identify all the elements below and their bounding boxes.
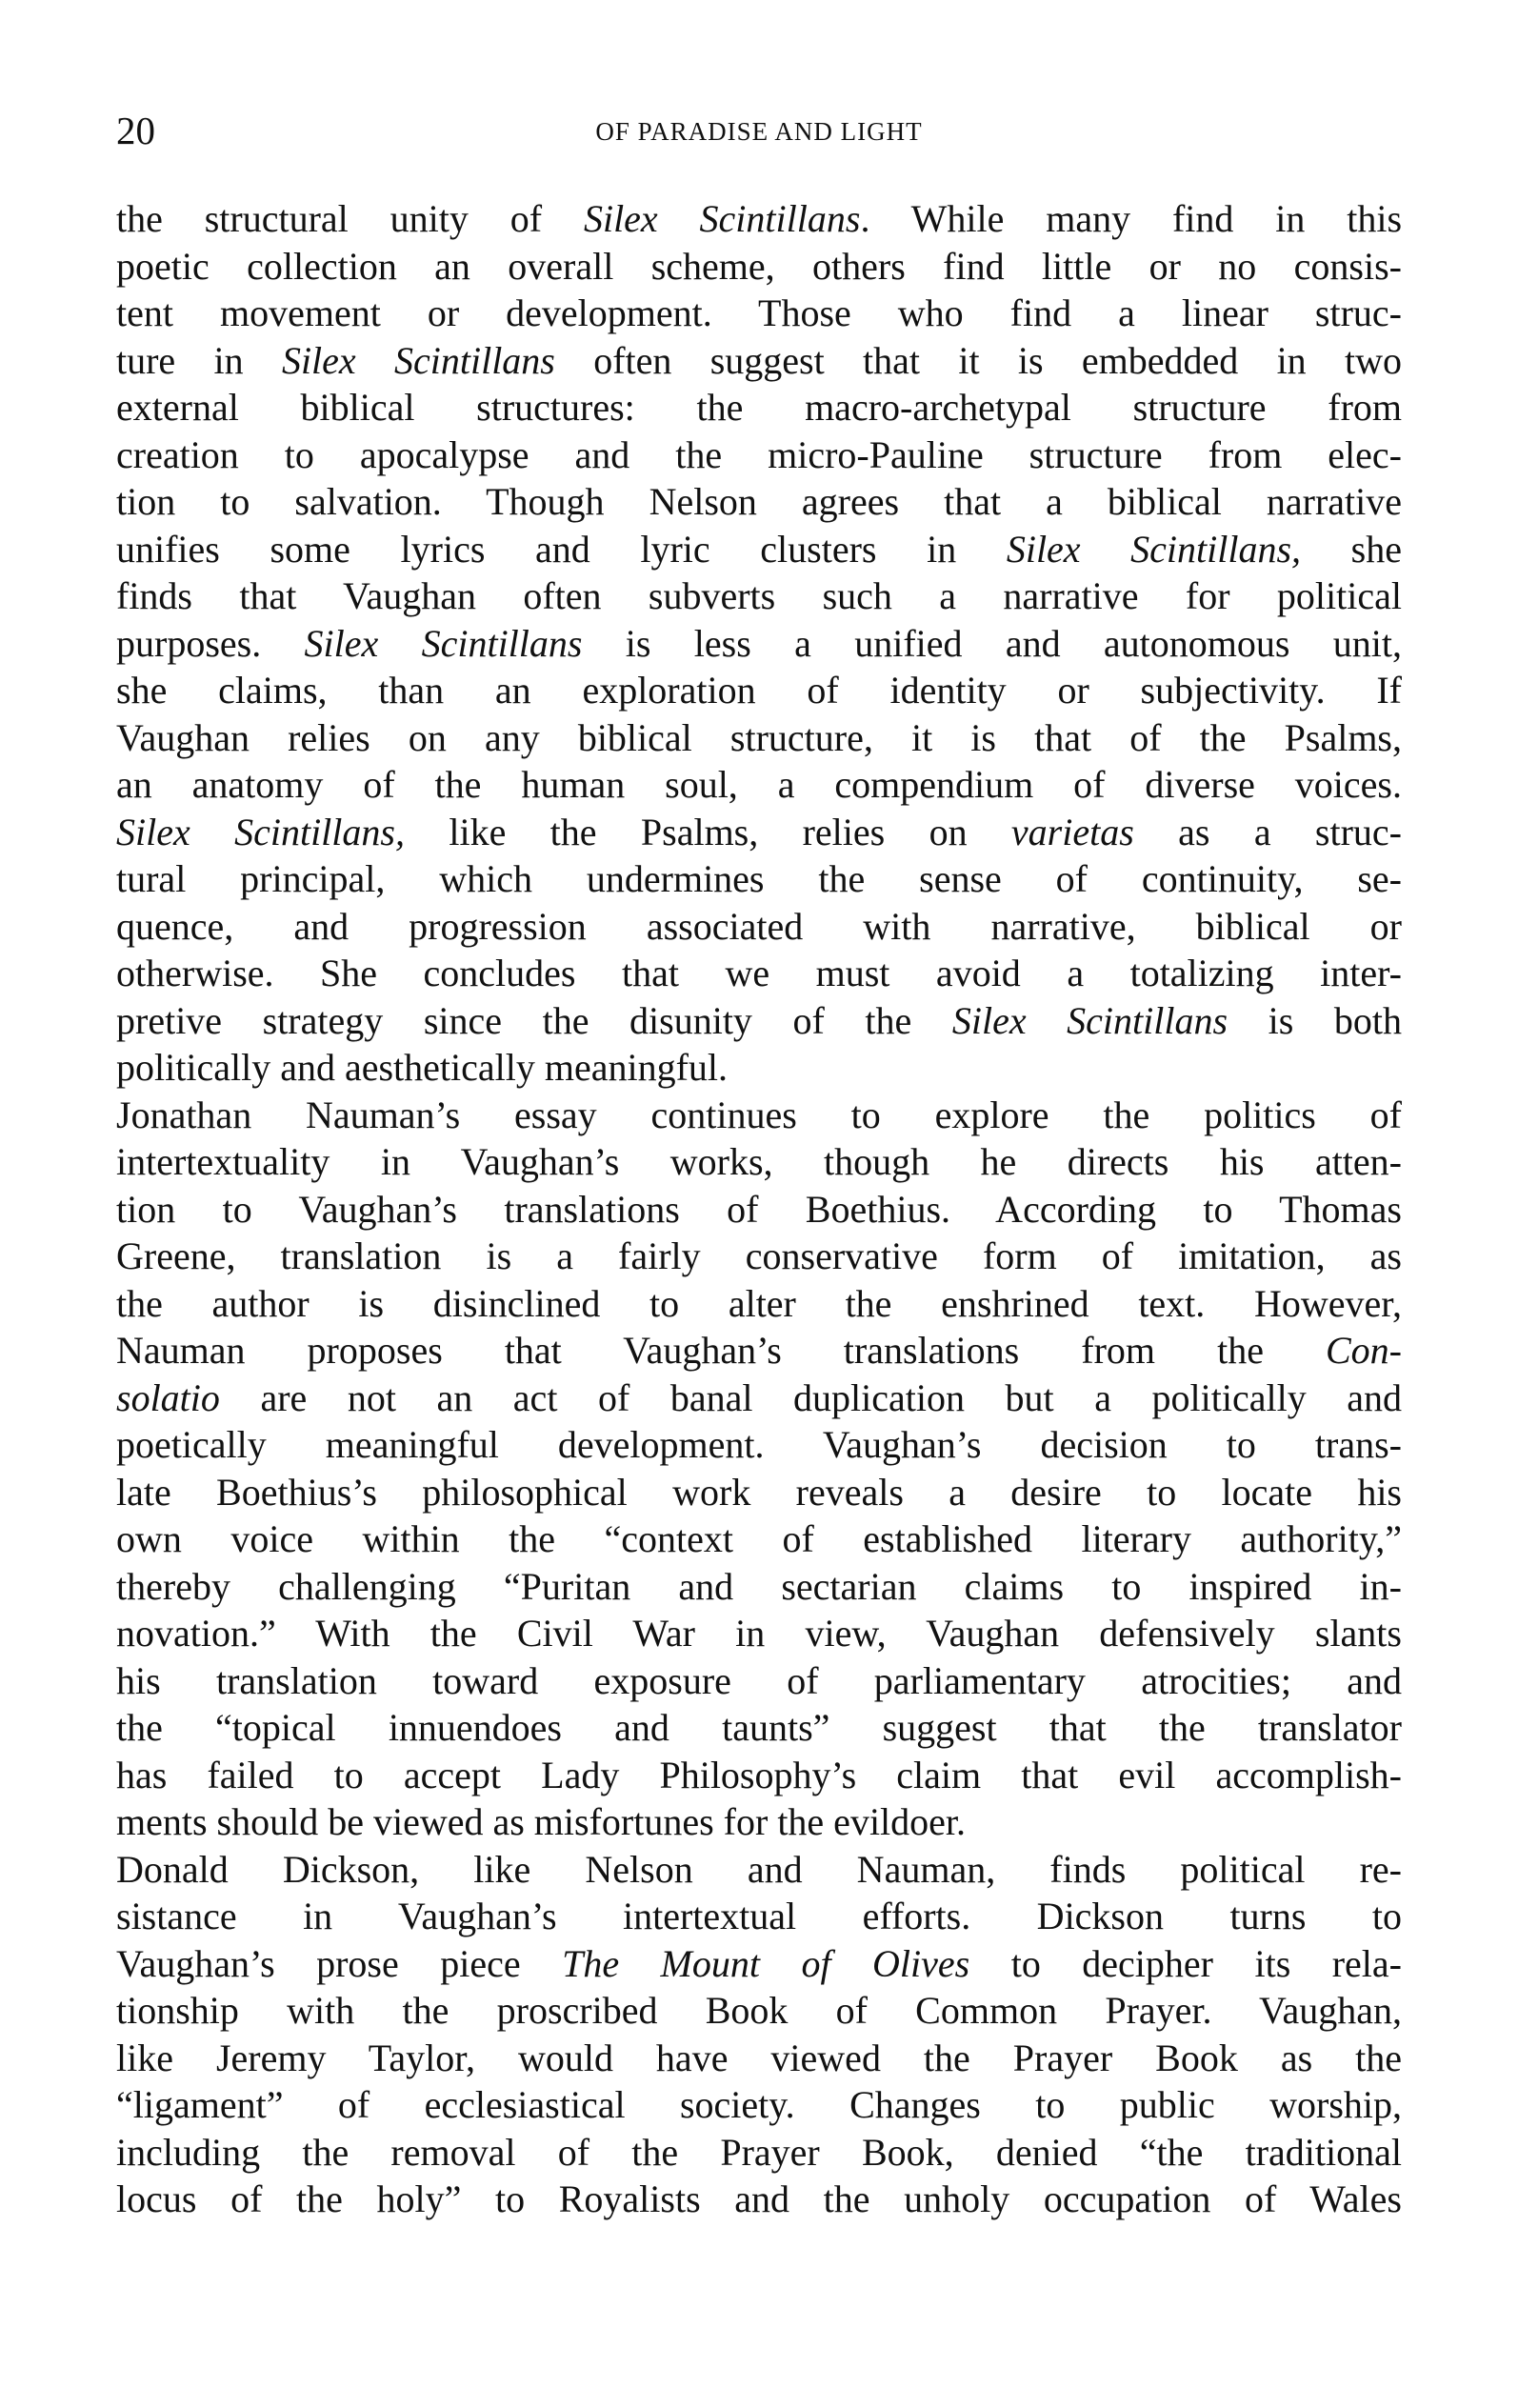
text-line — [116, 1893, 1402, 1940]
running-head — [116, 107, 1402, 164]
text-line — [116, 1375, 1402, 1422]
text-run: intertextuality in Vaughan’s works, though he directs his atten- — [116, 1140, 1402, 1183]
italic-title: Silex Scintillans — [951, 998, 1228, 1042]
text-line — [116, 714, 1402, 762]
text-line — [116, 337, 1402, 385]
text-run: ture in — [116, 338, 282, 382]
text-run: like the Psalms, relies on — [404, 810, 1011, 853]
text-run: tionship with the proscribed Book of Common Prayer. Vaughan, — [116, 1989, 1402, 2032]
text-line — [116, 950, 1402, 997]
text-run: tion to salvation. Though Nelson agrees that a biblical narrative — [116, 480, 1402, 523]
text-run: Nauman proposes that Vaughan’s translations from the — [116, 1329, 1326, 1372]
text-line — [116, 1186, 1402, 1234]
text-line — [116, 572, 1402, 620]
text-line — [116, 2129, 1402, 2177]
text-line — [116, 1515, 1402, 1563]
text-line — [116, 1752, 1402, 1799]
text-line — [116, 1563, 1402, 1611]
text-line — [116, 667, 1402, 714]
italic-title: varietas — [1010, 810, 1134, 853]
text-run: quence, and progression associated with narrative, biblical or — [116, 904, 1402, 948]
text-run: locus of the holy” to Royalists and the unholy occupation of Wales — [116, 2177, 1402, 2220]
text-run: unifies some lyrics and lyric clusters in — [116, 527, 1007, 571]
text-line — [116, 1798, 1402, 1846]
italic-title: Silex Scintillans, — [1006, 527, 1302, 571]
text-run: Greene, translation is a fairly conservative form of imitation, as — [116, 1234, 1402, 1277]
text-line — [116, 290, 1402, 337]
text-run: external biblical structures: the macro-archetypal structure from — [116, 386, 1402, 429]
italic-title: The Mount of Olives — [562, 1941, 970, 1985]
text-run: thereby challenging “Puritan and sectarian claims to inspired in- — [116, 1564, 1402, 1608]
text-line — [116, 1280, 1402, 1328]
text-run: the “topical innuendoes and taunts” suggest that the translator — [116, 1706, 1402, 1749]
text-run: like Jeremy Taylor, would have viewed the Prayer Book as the — [116, 2036, 1402, 2079]
text-line — [116, 1704, 1402, 1752]
paragraph — [116, 195, 1402, 1092]
text-line — [116, 1421, 1402, 1469]
text-run: she claims, than an exploration of identity or subjectivity. If — [116, 669, 1402, 712]
paragraph — [116, 1092, 1402, 1846]
text-line — [116, 620, 1402, 668]
text-run: “ligament” of ecclesiastical society. Changes to public worship, — [116, 2083, 1402, 2126]
text-line — [116, 431, 1402, 479]
text-line — [116, 2035, 1402, 2082]
italic-title: Silex Scintillans — [583, 197, 861, 240]
text-run: sistance in Vaughan’s intertextual efforts. Dickson turns to — [116, 1895, 1402, 1937]
text-run: tion to Vaughan’s translations of Boethius. According to Thomas — [116, 1187, 1402, 1231]
text-line — [116, 1987, 1402, 2035]
text-line — [116, 243, 1402, 291]
text-run: poetic collection an overall scheme, others find little or no consis- — [116, 244, 1402, 288]
text-line — [116, 195, 1402, 243]
text-line — [116, 855, 1402, 903]
text-run: poetically meaningful development. Vaughan’s decision to trans- — [116, 1423, 1402, 1466]
text-run: creation to apocalypse and the micro-Pauline structure from elec- — [116, 432, 1402, 476]
text-run: including the removal of the Prayer Book, denied “the traditional — [116, 2130, 1402, 2174]
text-run: pretive strategy since the disunity of the — [116, 998, 952, 1042]
text-run: politically and aesthetically meaningful. — [116, 1046, 729, 1089]
running-title: OF PARADISE AND LIGHT — [595, 117, 923, 146]
text-line — [116, 384, 1402, 431]
text-line — [116, 1233, 1402, 1280]
text-line — [116, 1846, 1402, 1894]
text-run: Donald Dickson, like Nelson and Nauman, finds political re- — [116, 1847, 1402, 1891]
text-line — [116, 1138, 1402, 1186]
italic-title: Silex Scintillans, — [116, 810, 405, 853]
text-run: Jonathan Nauman’s essay continues to explore the politics of — [116, 1093, 1402, 1136]
text-line — [116, 1469, 1402, 1516]
text-run: are not an act of banal duplication but a politically and — [219, 1375, 1402, 1419]
text-run: otherwise. She concludes that we must avoid a totalizing inter- — [116, 952, 1402, 994]
text-run: she — [1301, 527, 1402, 571]
text-run: own voice within the “context of established literary authority,” — [116, 1517, 1402, 1560]
text-run: is less a unified and autonomous unit, — [582, 621, 1402, 665]
text-line — [116, 1610, 1402, 1657]
text-run: the author is disinclined to alter the enshrined text. However, — [116, 1281, 1402, 1325]
text-line — [116, 526, 1402, 573]
italic-title: Silex Scintillans — [304, 621, 583, 665]
text-run: an anatomy of the human soul, a compendium of diverse voices. — [116, 763, 1402, 806]
text-line — [116, 903, 1402, 951]
text-line — [116, 809, 1402, 856]
text-run: his translation toward exposure of parliamentary atrocities; and — [116, 1658, 1402, 1702]
paragraph — [116, 1846, 1402, 2223]
text-run: tural principal, which undermines the sense of continuity, se- — [116, 857, 1402, 900]
text-run: has failed to accept Lady Philosophy’s claim that evil accomplish- — [116, 1753, 1402, 1796]
italic-title: Con- — [1326, 1329, 1402, 1372]
text-run: novation.” With the Civil War in view, Vaughan defensively slants — [116, 1612, 1402, 1655]
text-line — [116, 1044, 1402, 1092]
text-line — [116, 761, 1402, 809]
text-line — [116, 2176, 1402, 2223]
text-run: to decipher its rela- — [969, 1941, 1402, 1985]
text-run: late Boethius’s philosophical work reveals a desire to locate his — [116, 1470, 1402, 1514]
page-number: 20 — [116, 109, 155, 152]
text-line — [116, 1327, 1402, 1375]
italic-title: solatio — [116, 1375, 220, 1419]
text-run: the structural unity of — [116, 197, 584, 240]
text-line — [116, 2081, 1402, 2129]
text-run: as a struc- — [1133, 810, 1402, 853]
text-run: Vaughan’s prose piece — [116, 1941, 563, 1985]
text-line — [116, 1092, 1402, 1139]
italic-title: Silex Scintillans — [281, 338, 555, 382]
text-run: purposes. — [116, 621, 305, 665]
text-run: tent movement or development. Those who find a linear struc- — [116, 291, 1402, 334]
text-run: is both — [1228, 998, 1403, 1042]
text-run: ments should be viewed as misfortunes for the evildoer. — [116, 1800, 967, 1843]
body-text — [116, 195, 1402, 2223]
text-line — [116, 478, 1402, 526]
text-run: finds that Vaughan often subverts such a narrative for political — [116, 574, 1402, 617]
text-run: Vaughan relies on any biblical structure, it is that of the Psalms, — [116, 715, 1402, 759]
text-run: often suggest that it is embedded in two — [554, 338, 1402, 382]
text-line — [116, 1940, 1402, 1988]
text-run: . While many find in this — [860, 197, 1403, 240]
text-line — [116, 1657, 1402, 1705]
text-line — [116, 997, 1402, 1045]
